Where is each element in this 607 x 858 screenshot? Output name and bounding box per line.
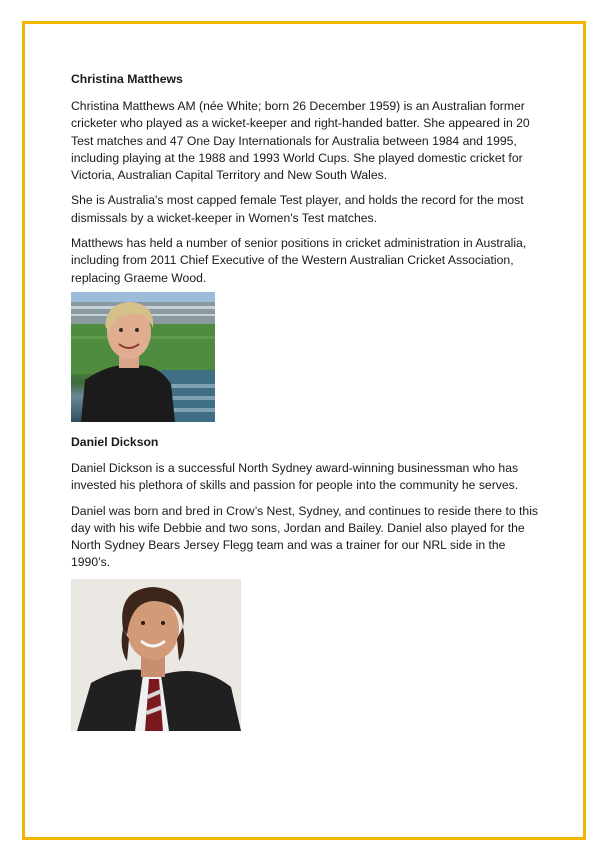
christina-matthews-photo: [71, 292, 215, 422]
profile-name: Christina Matthews: [71, 72, 183, 86]
profile-christina-matthews: [71, 71, 541, 287]
profile-paragraph: Daniel Dickson is a successful North Sydney award-winning businessman who has invested his plethora of skills and passion for people into the community he serves.: [71, 461, 519, 493]
profile-name: Daniel Dickson: [71, 435, 159, 449]
profile-paragraph: She is Australia's most capped female Test player, and holds the record for the most dismissals by a wicket-keeper in Women's Test matches.: [71, 193, 524, 225]
daniel-dickson-photo: [71, 579, 241, 731]
profile-daniel-dickson: [71, 434, 541, 572]
profile-paragraph: Daniel was born and bred in Crow’s Nest, Sydney, and continues to reside there to this day with his wife Debbie and two sons, Jordan and Bailey. Daniel also played for the North Sydney Bears Jersey Flegg team and was a trainer for our NRL side in the 1990’s.: [71, 503, 538, 570]
profile-paragraph: Christina Matthews AM (née White; born 26 December 1959) is an Australian former cricketer who played as a wicket-keeper and right-handed batter. She appeared in 20 Test matches and 47 One Day Internationals for Australia between 1984 and 1995, including playing at the 1988 and 1993 World Cups. She played domestic cricket for Victoria, Australian Capital Territory and New South Wales.: [71, 99, 530, 183]
profile-paragraph: Matthews has held a number of senior positions in cricket administration in Australia, including from 2011 Chief Executive of the Western Australian Cricket Association, replacing Graeme Wood.: [71, 236, 527, 285]
